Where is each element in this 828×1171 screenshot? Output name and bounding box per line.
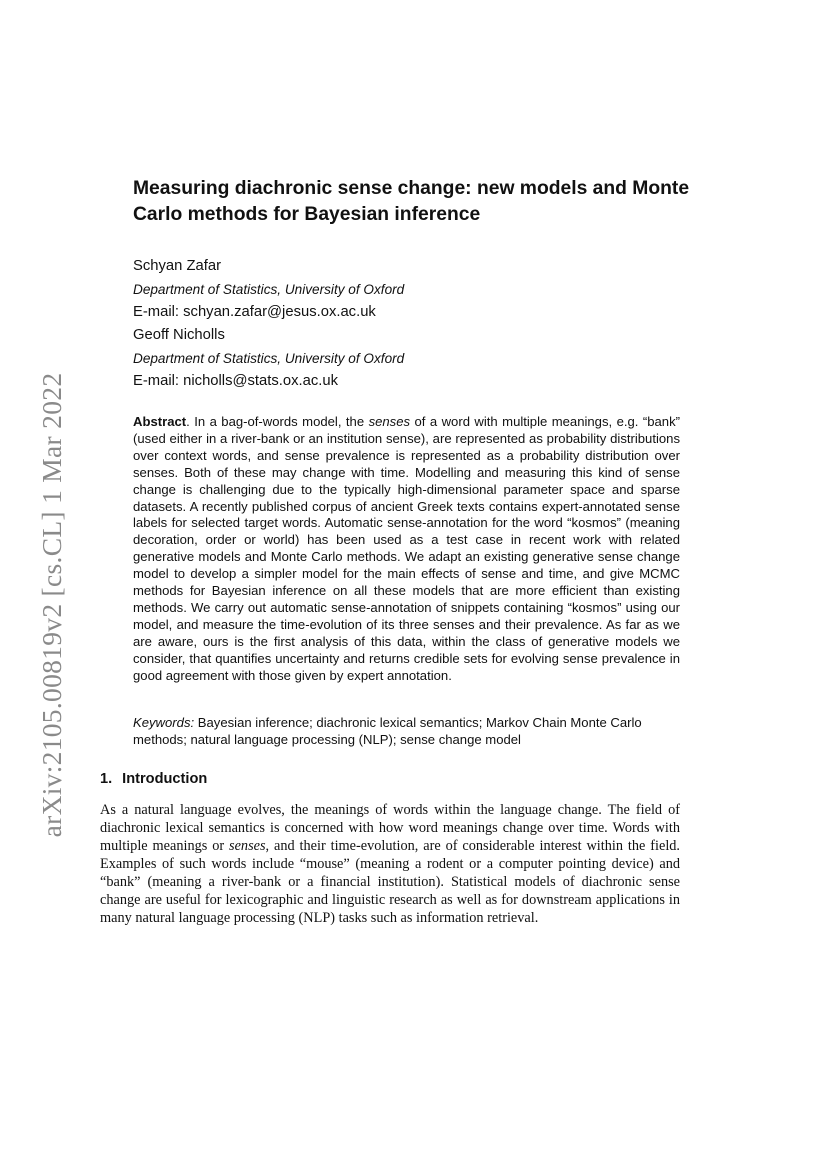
author-name: Geoff Nicholls [133, 327, 225, 343]
introduction-paragraph [100, 801, 680, 927]
abstract-label: Abstract [133, 414, 187, 429]
intro-emphasis: senses [229, 838, 266, 854]
arxiv-identifier-stamp: arXiv:2105.00819v2 [cs.CL] 1 Mar 2022 [36, 372, 67, 838]
author-email: E-mail: schyan.zafar@jesus.ox.ac.uk [133, 304, 376, 320]
abstract-text: of a word with multiple meanings, e.g. “bank” (used either in a river-bank or an institution sense), are represented as probability distributions over context words, and sense prevalence is represented as a probability distribution over senses. Both of these may change with time. Modelling and measuring this kind of sense change is challenging due to the typically high-dimensional parameter space and sparse datasets. A recently published corpus of ancient Greek texts contains expert-annotated sense labels for selected target words. Automatic sense-annotation for the word “kosmos” (meaning decoration, order or world) has been used as a test case in recent work with related generative models and Monte Carlo methods. We adapt an existing generative sense change model to develop a simpler model for the main effects of sense and time, and give MCMC methods for Bayesian inference on all these models that are more efficient than existing methods. We carry out automatic sense-annotation of snippets containing “kosmos” using our model, and measure the time-evolution of its three senses and their prevalence. As far as we are aware, ours is the first analysis of this data, within the class of generative models we consider, that quantifies uncertainty and returns credible sets for evolving sense prevalence in good agreement with those given by expert annotation. [133, 414, 680, 683]
author-affiliation: Department of Statistics, University of Oxford [133, 351, 405, 366]
section-heading-introduction [100, 771, 207, 787]
abstract-paragraph [133, 414, 680, 685]
abstract-text: . In a bag-of-words model, the [186, 414, 369, 429]
author-email: E-mail: nicholls@stats.ox.ac.uk [133, 373, 338, 389]
section-number: 1. [100, 771, 113, 787]
keywords-paragraph [133, 714, 680, 748]
author-affiliation: Department of Statistics, University of Oxford [133, 282, 405, 297]
intro-text: As a natural language evolves, the meanings of words within the language change. The field of diachronic lexical semantics is concerned with how word meanings change over time. Words with multiple meanings or [100, 802, 680, 854]
keywords-label: Keywords: [133, 715, 195, 730]
keywords-text: Bayesian inference; diachronic lexical semantics; Markov Chain Monte Carlo methods; natural language processing (NLP); sense change model [133, 715, 642, 747]
author-block [133, 255, 693, 393]
author-name: Schyan Zafar [133, 258, 222, 274]
paper-title: Measuring diachronic sense change: new models and Monte Carlo methods for Bayesian inference [133, 178, 690, 225]
section-title: Introduction [122, 771, 208, 787]
abstract-emphasis: senses [368, 414, 411, 429]
intro-text: , and their time-evolution, are of considerable interest within the field. Examples of such words include “mouse” (meaning a rodent or a computer pointing device) and “bank” (meaning a river-bank or a financial institution). Statistical models of diachronic sense change are useful for lexicographic and linguistic research as well as for downstream applications in many natural language processing (NLP) tasks such as information retrieval. [100, 838, 681, 926]
